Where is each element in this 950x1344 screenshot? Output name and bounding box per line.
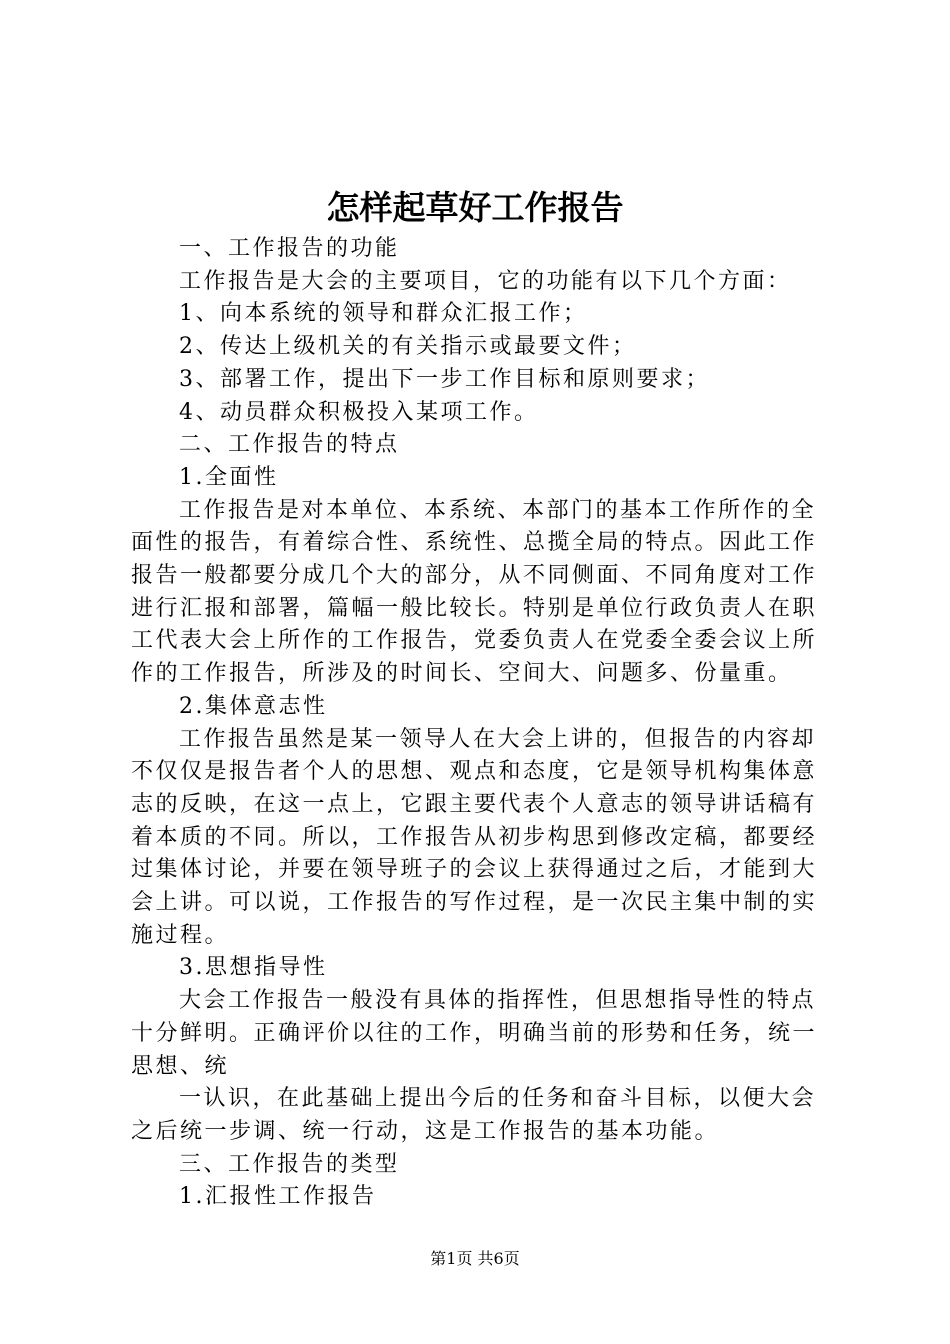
list-item-1: 1、向本系统的领导和群众汇报工作； xyxy=(179,301,588,327)
section-heading-2: 二、工作报告的特点 xyxy=(179,432,400,458)
paragraph-guidance: 大会工作报告一般没有具体的指挥性，但思想指导性的特点十分鲜明。正确评价以往的工作，明确当前的形势和任务，统一思想、统 xyxy=(131,988,818,1079)
list-item-3: 3、部署工作，提出下一步工作目标和原则要求； xyxy=(179,366,710,392)
paragraph-comprehensive: 工作报告是对本单位、本系统、本部门的基本工作所作的全面性的报告，有着综合性、系统性、总揽全局的特点。因此工作报告一般都要分成几个大的部分，从不同侧面、不同角度对工作进行汇报和部署，篇幅一般比较长。特别是单位行政负责人在职工代表大会上所作的工作报告，党委负责人在党委全委会议上所作的工作报告，所涉及的时间长、空间大、问题多、份量重。 xyxy=(131,497,818,687)
list-item-2: 2、传达上级机关的有关指示或最要文件； xyxy=(179,334,637,360)
document-title: 怎样起草好工作报告 xyxy=(326,188,624,227)
subheading-report-type: 1.汇报性工作报告 xyxy=(179,1184,377,1210)
list-item-4: 4、动员群众积极投入某项工作。 xyxy=(179,399,539,425)
section-heading-1: 一、工作报告的功能 xyxy=(179,236,400,261)
subheading-comprehensive: 1.全面性 xyxy=(179,464,279,490)
subheading-guidance: 3.思想指导性 xyxy=(179,955,328,981)
page-footer: 第1页 共6页 xyxy=(430,1249,520,1268)
paragraph-intro: 工作报告是大会的主要项目，它的功能有以下几个方面： xyxy=(179,268,792,294)
subheading-collective: 2.集体意志性 xyxy=(179,693,328,719)
paragraph-collective: 工作报告虽然是某一领导人在大会上讲的，但报告的内容却不仅仅是报告者个人的思想、观点和态度，它是领导机构集体意志的反映，在这一点上，它跟主要代表个人意志的领导讲话稿有着本质的不同。所以，工作报告从初步构思到修改定稿，都要经过集体讨论，并要在领导班子的会议上获得通过之后，才能到大会上讲。可以说，工作报告的写作过程，是一次民主集中制的实施过程。 xyxy=(131,726,818,948)
section-heading-3: 三、工作报告的类型 xyxy=(179,1151,400,1177)
document-body xyxy=(131,233,831,1214)
paragraph-guidance-cont: 一认识，在此基础上提出今后的任务和奋斗目标，以便大会之后统一步调、统一行动，这是工作报告的基本功能。 xyxy=(131,1086,817,1144)
